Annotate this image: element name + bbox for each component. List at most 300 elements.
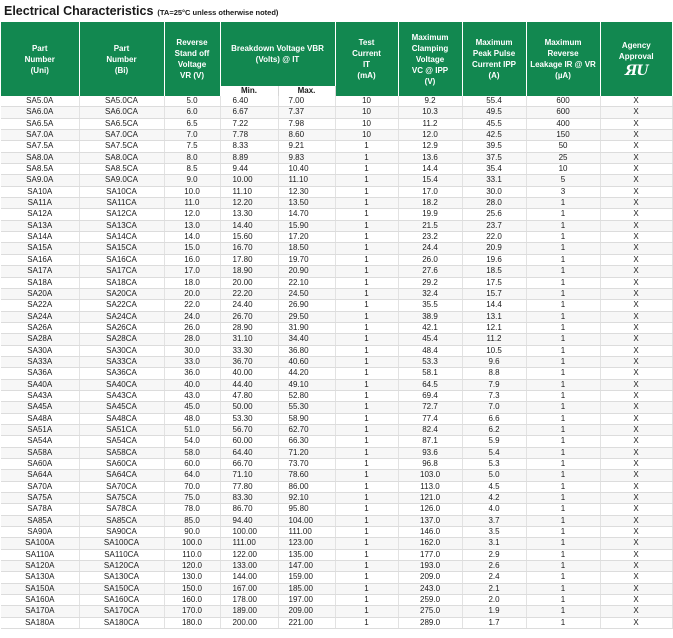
cell-standoff-voltage: 78.0	[164, 504, 220, 515]
cell-part-uni: SA85A	[1, 515, 79, 526]
cell-peak-pulse-current: 4.2	[462, 493, 526, 504]
cell-reverse-leakage: 1	[526, 447, 600, 458]
cell-vbr-min: 6.67	[220, 107, 278, 118]
cell-clamping-voltage: 12.0	[398, 130, 462, 141]
cell-reverse-leakage: 1	[526, 345, 600, 356]
cell-vbr-max: 44.20	[278, 368, 335, 379]
cell-part-uni: SA110A	[1, 549, 79, 560]
cell-vbr-max: 40.60	[278, 356, 335, 367]
cell-part-bi: SA36CA	[79, 368, 164, 379]
cell-standoff-voltage: 17.0	[164, 266, 220, 277]
cell-part-uni: SA11A	[1, 198, 79, 209]
cell-reverse-leakage: 5	[526, 175, 600, 186]
cell-agency-approval: X	[600, 595, 672, 606]
cell-part-uni: SA120A	[1, 561, 79, 572]
cell-vbr-min: 40.00	[220, 368, 278, 379]
table-row	[1, 413, 672, 424]
cell-standoff-voltage: 10.0	[164, 186, 220, 197]
table-row	[1, 595, 672, 606]
cell-test-current: 1	[335, 527, 398, 538]
cell-vbr-min: 8.89	[220, 152, 278, 163]
cell-agency-approval: X	[600, 493, 672, 504]
table-row	[1, 232, 672, 243]
table-row	[1, 96, 672, 107]
table-row	[1, 254, 672, 265]
cell-part-uni: SA18A	[1, 277, 79, 288]
cell-standoff-voltage: 8.5	[164, 164, 220, 175]
cell-peak-pulse-current: 23.7	[462, 220, 526, 231]
table-row	[1, 368, 672, 379]
cell-vbr-max: 36.80	[278, 345, 335, 356]
cell-agency-approval: X	[600, 470, 672, 481]
cell-agency-approval: X	[600, 606, 672, 617]
table-row	[1, 583, 672, 594]
cell-vbr-max: 147.00	[278, 561, 335, 572]
cell-part-uni: SA51A	[1, 424, 79, 435]
cell-standoff-voltage: 12.0	[164, 209, 220, 220]
cell-vbr-max: 20.90	[278, 266, 335, 277]
cell-vbr-min: 200.00	[220, 617, 278, 628]
cell-vbr-min: 94.40	[220, 515, 278, 526]
cell-agency-approval: X	[600, 96, 672, 107]
cell-part-uni: SA14A	[1, 232, 79, 243]
cell-peak-pulse-current: 2.1	[462, 583, 526, 594]
cell-vbr-min: 22.20	[220, 288, 278, 299]
cell-clamping-voltage: 162.0	[398, 538, 462, 549]
cell-standoff-voltage: 28.0	[164, 334, 220, 345]
table-row	[1, 107, 672, 118]
cell-peak-pulse-current: 1.9	[462, 606, 526, 617]
cell-agency-approval: X	[600, 334, 672, 345]
cell-clamping-voltage: 113.0	[398, 481, 462, 492]
cell-standoff-voltage: 60.0	[164, 459, 220, 470]
table-row	[1, 175, 672, 186]
table-row	[1, 504, 672, 515]
cell-reverse-leakage: 1	[526, 288, 600, 299]
table-row	[1, 481, 672, 492]
cell-vbr-max: 71.20	[278, 447, 335, 458]
cell-vbr-max: 78.60	[278, 470, 335, 481]
cell-part-bi: SA180CA	[79, 617, 164, 628]
cell-test-current: 1	[335, 561, 398, 572]
cell-reverse-leakage: 50	[526, 141, 600, 152]
cell-clamping-voltage: 19.9	[398, 209, 462, 220]
cell-standoff-voltage: 6.0	[164, 107, 220, 118]
cell-vbr-min: 9.44	[220, 164, 278, 175]
cell-reverse-leakage: 1	[526, 390, 600, 401]
cell-standoff-voltage: 75.0	[164, 493, 220, 504]
cell-clamping-voltage: 11.2	[398, 118, 462, 129]
cell-test-current: 1	[335, 538, 398, 549]
cell-test-current: 1	[335, 334, 398, 345]
cell-vbr-min: 8.33	[220, 141, 278, 152]
table-row	[1, 152, 672, 163]
cell-reverse-leakage: 1	[526, 504, 600, 515]
cell-standoff-voltage: 26.0	[164, 322, 220, 333]
cell-vbr-min: 13.30	[220, 209, 278, 220]
cell-part-bi: SA60CA	[79, 459, 164, 470]
cell-vbr-min: 53.30	[220, 413, 278, 424]
cell-standoff-voltage: 13.0	[164, 220, 220, 231]
cell-clamping-voltage: 275.0	[398, 606, 462, 617]
cell-vbr-max: 86.00	[278, 481, 335, 492]
cell-test-current: 1	[335, 198, 398, 209]
cell-test-current: 1	[335, 606, 398, 617]
cell-standoff-voltage: 100.0	[164, 538, 220, 549]
cell-vbr-max: 31.90	[278, 322, 335, 333]
cell-vbr-min: 66.70	[220, 459, 278, 470]
cell-test-current: 1	[335, 493, 398, 504]
cell-agency-approval: X	[600, 345, 672, 356]
cell-reverse-leakage: 1	[526, 277, 600, 288]
cell-standoff-voltage: 43.0	[164, 390, 220, 401]
table-row	[1, 459, 672, 470]
cell-part-bi: SA120CA	[79, 561, 164, 572]
cell-reverse-leakage: 1	[526, 379, 600, 390]
cell-part-bi: SA18CA	[79, 277, 164, 288]
cell-reverse-leakage: 1	[526, 549, 600, 560]
cell-standoff-voltage: 130.0	[164, 572, 220, 583]
cell-vbr-min: 33.30	[220, 345, 278, 356]
cell-part-uni: SA150A	[1, 583, 79, 594]
cell-peak-pulse-current: 5.9	[462, 436, 526, 447]
cell-vbr-max: 12.30	[278, 186, 335, 197]
cell-vbr-max: 7.37	[278, 107, 335, 118]
cell-standoff-voltage: 24.0	[164, 311, 220, 322]
cell-clamping-voltage: 26.0	[398, 254, 462, 265]
cell-part-bi: SA8.0CA	[79, 152, 164, 163]
cell-vbr-max: 135.00	[278, 549, 335, 560]
table-row	[1, 300, 672, 311]
cell-vbr-min: 60.00	[220, 436, 278, 447]
cell-vbr-min: 36.70	[220, 356, 278, 367]
cell-reverse-leakage: 1	[526, 266, 600, 277]
cell-part-bi: SA85CA	[79, 515, 164, 526]
cell-reverse-leakage: 1	[526, 334, 600, 345]
cell-part-bi: SA14CA	[79, 232, 164, 243]
cell-agency-approval: X	[600, 322, 672, 333]
cell-part-bi: SA70CA	[79, 481, 164, 492]
cell-test-current: 1	[335, 595, 398, 606]
cell-part-bi: SA30CA	[79, 345, 164, 356]
cell-agency-approval: X	[600, 538, 672, 549]
cell-vbr-max: 95.80	[278, 504, 335, 515]
cell-part-uni: SA5.0A	[1, 96, 79, 107]
cell-vbr-max: 34.40	[278, 334, 335, 345]
cell-part-bi: SA12CA	[79, 209, 164, 220]
header-agency-approval: Agency Approval ЯU	[600, 22, 672, 96]
table-row	[1, 470, 672, 481]
cell-agency-approval: X	[600, 107, 672, 118]
cell-agency-approval: X	[600, 447, 672, 458]
header-test-current: Test Current IT (mA)	[335, 22, 398, 96]
cell-clamping-voltage: 82.4	[398, 424, 462, 435]
header-part-uni: Part Number (Uni)	[1, 22, 79, 96]
cell-clamping-voltage: 209.0	[398, 572, 462, 583]
cell-vbr-min: 178.00	[220, 595, 278, 606]
cell-vbr-min: 20.00	[220, 277, 278, 288]
table-row	[1, 379, 672, 390]
cell-peak-pulse-current: 5.4	[462, 447, 526, 458]
cell-peak-pulse-current: 12.1	[462, 322, 526, 333]
cell-agency-approval: X	[600, 436, 672, 447]
cell-standoff-voltage: 7.5	[164, 141, 220, 152]
cell-part-bi: SA15CA	[79, 243, 164, 254]
cell-peak-pulse-current: 4.0	[462, 504, 526, 515]
cell-vbr-max: 62.70	[278, 424, 335, 435]
cell-part-bi: SA7.5CA	[79, 141, 164, 152]
cell-clamping-voltage: 17.0	[398, 186, 462, 197]
header-vbr-min: Min.	[220, 86, 278, 96]
cell-clamping-voltage: 121.0	[398, 493, 462, 504]
cell-peak-pulse-current: 8.8	[462, 368, 526, 379]
table-row	[1, 561, 672, 572]
cell-vbr-max: 22.10	[278, 277, 335, 288]
cell-peak-pulse-current: 35.4	[462, 164, 526, 175]
cell-part-uni: SA78A	[1, 504, 79, 515]
cell-reverse-leakage: 600	[526, 96, 600, 107]
cell-standoff-voltage: 15.0	[164, 243, 220, 254]
cell-reverse-leakage: 1	[526, 243, 600, 254]
table-row	[1, 334, 672, 345]
cell-reverse-leakage: 1	[526, 402, 600, 413]
cell-vbr-max: 159.00	[278, 572, 335, 583]
cell-part-bi: SA26CA	[79, 322, 164, 333]
cell-peak-pulse-current: 3.5	[462, 527, 526, 538]
cell-part-bi: SA40CA	[79, 379, 164, 390]
cell-clamping-voltage: 35.5	[398, 300, 462, 311]
cell-reverse-leakage: 10	[526, 164, 600, 175]
cell-standoff-voltage: 30.0	[164, 345, 220, 356]
cell-agency-approval: X	[600, 311, 672, 322]
cell-agency-approval: X	[600, 561, 672, 572]
cell-vbr-min: 28.90	[220, 322, 278, 333]
cell-peak-pulse-current: 42.5	[462, 130, 526, 141]
cell-part-uni: SA26A	[1, 322, 79, 333]
cell-reverse-leakage: 1	[526, 424, 600, 435]
cell-part-uni: SA60A	[1, 459, 79, 470]
cell-clamping-voltage: 289.0	[398, 617, 462, 628]
cell-reverse-leakage: 1	[526, 413, 600, 424]
cell-part-uni: SA17A	[1, 266, 79, 277]
cell-vbr-max: 197.00	[278, 595, 335, 606]
cell-part-bi: SA45CA	[79, 402, 164, 413]
cell-agency-approval: X	[600, 504, 672, 515]
table-row	[1, 243, 672, 254]
table-row	[1, 164, 672, 175]
cell-peak-pulse-current: 2.9	[462, 549, 526, 560]
cell-vbr-min: 7.78	[220, 130, 278, 141]
cell-vbr-min: 86.70	[220, 504, 278, 515]
cell-reverse-leakage: 25	[526, 152, 600, 163]
cell-vbr-max: 17.20	[278, 232, 335, 243]
cell-standoff-voltage: 7.0	[164, 130, 220, 141]
cell-agency-approval: X	[600, 300, 672, 311]
cell-test-current: 1	[335, 368, 398, 379]
cell-peak-pulse-current: 55.4	[462, 96, 526, 107]
cell-vbr-max: 9.83	[278, 152, 335, 163]
cell-standoff-voltage: 110.0	[164, 549, 220, 560]
cell-reverse-leakage: 1	[526, 436, 600, 447]
cell-vbr-max: 7.98	[278, 118, 335, 129]
cell-vbr-min: 10.00	[220, 175, 278, 186]
cell-agency-approval: X	[600, 379, 672, 390]
cell-clamping-voltage: 24.4	[398, 243, 462, 254]
title-condition: (TA=25°C unless otherwise noted)	[157, 8, 279, 17]
cell-standoff-voltage: 85.0	[164, 515, 220, 526]
cell-clamping-voltage: 103.0	[398, 470, 462, 481]
cell-part-bi: SA51CA	[79, 424, 164, 435]
cell-agency-approval: X	[600, 288, 672, 299]
cell-part-bi: SA13CA	[79, 220, 164, 231]
cell-agency-approval: X	[600, 232, 672, 243]
header-part-bi: Part Number (Bi)	[79, 22, 164, 96]
table-row	[1, 220, 672, 231]
cell-agency-approval: X	[600, 254, 672, 265]
cell-clamping-voltage: 15.4	[398, 175, 462, 186]
page-title	[0, 0, 673, 22]
cell-vbr-max: 9.21	[278, 141, 335, 152]
cell-test-current: 1	[335, 447, 398, 458]
cell-agency-approval: X	[600, 175, 672, 186]
cell-reverse-leakage: 400	[526, 118, 600, 129]
cell-part-uni: SA70A	[1, 481, 79, 492]
cell-reverse-leakage: 1	[526, 198, 600, 209]
cell-vbr-max: 66.30	[278, 436, 335, 447]
cell-part-uni: SA90A	[1, 527, 79, 538]
cell-reverse-leakage: 600	[526, 107, 600, 118]
cell-peak-pulse-current: 28.0	[462, 198, 526, 209]
table-row	[1, 424, 672, 435]
cell-vbr-min: 47.80	[220, 390, 278, 401]
cell-vbr-min: 11.10	[220, 186, 278, 197]
cell-peak-pulse-current: 2.4	[462, 572, 526, 583]
cell-part-bi: SA7.0CA	[79, 130, 164, 141]
cell-vbr-max: 123.00	[278, 538, 335, 549]
cell-vbr-max: 26.90	[278, 300, 335, 311]
cell-standoff-voltage: 120.0	[164, 561, 220, 572]
cell-test-current: 1	[335, 345, 398, 356]
cell-part-bi: SA16CA	[79, 254, 164, 265]
cell-agency-approval: X	[600, 141, 672, 152]
cell-agency-approval: X	[600, 572, 672, 583]
cell-standoff-voltage: 45.0	[164, 402, 220, 413]
cell-part-bi: SA130CA	[79, 572, 164, 583]
cell-vbr-max: 185.00	[278, 583, 335, 594]
cell-standoff-voltage: 8.0	[164, 152, 220, 163]
cell-clamping-voltage: 23.2	[398, 232, 462, 243]
table-row	[1, 141, 672, 152]
cell-standoff-voltage: 40.0	[164, 379, 220, 390]
cell-peak-pulse-current: 14.4	[462, 300, 526, 311]
cell-reverse-leakage: 1	[526, 515, 600, 526]
cell-part-bi: SA20CA	[79, 288, 164, 299]
cell-peak-pulse-current: 6.2	[462, 424, 526, 435]
table-row	[1, 198, 672, 209]
cell-clamping-voltage: 42.1	[398, 322, 462, 333]
cell-clamping-voltage: 193.0	[398, 561, 462, 572]
cell-part-uni: SA100A	[1, 538, 79, 549]
cell-peak-pulse-current: 7.3	[462, 390, 526, 401]
cell-part-uni: SA54A	[1, 436, 79, 447]
cell-peak-pulse-current: 37.5	[462, 152, 526, 163]
cell-clamping-voltage: 32.4	[398, 288, 462, 299]
cell-vbr-max: 221.00	[278, 617, 335, 628]
cell-standoff-voltage: 36.0	[164, 368, 220, 379]
cell-agency-approval: X	[600, 209, 672, 220]
cell-reverse-leakage: 1	[526, 368, 600, 379]
cell-reverse-leakage: 1	[526, 572, 600, 583]
cell-part-uni: SA160A	[1, 595, 79, 606]
header-breakdown-voltage: Breakdown Voltage VBR (Volts) @ IT	[220, 22, 335, 86]
cell-vbr-max: 209.00	[278, 606, 335, 617]
cell-vbr-min: 111.00	[220, 538, 278, 549]
cell-test-current: 10	[335, 118, 398, 129]
table-row	[1, 538, 672, 549]
cell-vbr-min: 56.70	[220, 424, 278, 435]
cell-vbr-min: 64.40	[220, 447, 278, 458]
cell-clamping-voltage: 126.0	[398, 504, 462, 515]
cell-vbr-min: 44.40	[220, 379, 278, 390]
cell-vbr-min: 122.00	[220, 549, 278, 560]
cell-clamping-voltage: 77.4	[398, 413, 462, 424]
cell-agency-approval: X	[600, 424, 672, 435]
cell-vbr-min: 50.00	[220, 402, 278, 413]
cell-test-current: 1	[335, 413, 398, 424]
table-row	[1, 288, 672, 299]
cell-peak-pulse-current: 15.7	[462, 288, 526, 299]
cell-clamping-voltage: 48.4	[398, 345, 462, 356]
cell-peak-pulse-current: 2.6	[462, 561, 526, 572]
cell-part-bi: SA22CA	[79, 300, 164, 311]
cell-vbr-min: 16.70	[220, 243, 278, 254]
cell-standoff-voltage: 51.0	[164, 424, 220, 435]
cell-vbr-min: 77.80	[220, 481, 278, 492]
cell-vbr-max: 111.00	[278, 527, 335, 538]
cell-clamping-voltage: 21.5	[398, 220, 462, 231]
cell-part-uni: SA22A	[1, 300, 79, 311]
cell-reverse-leakage: 1	[526, 232, 600, 243]
cell-clamping-voltage: 27.6	[398, 266, 462, 277]
cell-vbr-min: 100.00	[220, 527, 278, 538]
cell-vbr-max: 24.50	[278, 288, 335, 299]
cell-test-current: 1	[335, 617, 398, 628]
cell-part-uni: SA33A	[1, 356, 79, 367]
cell-peak-pulse-current: 30.0	[462, 186, 526, 197]
cell-test-current: 1	[335, 232, 398, 243]
cell-reverse-leakage: 1	[526, 527, 600, 538]
cell-vbr-max: 104.00	[278, 515, 335, 526]
cell-reverse-leakage: 1	[526, 606, 600, 617]
cell-peak-pulse-current: 11.2	[462, 334, 526, 345]
cell-test-current: 1	[335, 288, 398, 299]
cell-part-bi: SA150CA	[79, 583, 164, 594]
cell-test-current: 1	[335, 175, 398, 186]
cell-agency-approval: X	[600, 118, 672, 129]
cell-agency-approval: X	[600, 164, 672, 175]
cell-test-current: 1	[335, 572, 398, 583]
cell-standoff-voltage: 48.0	[164, 413, 220, 424]
cell-part-uni: SA40A	[1, 379, 79, 390]
cell-vbr-min: 24.40	[220, 300, 278, 311]
header-clamping-voltage: Maximum Clamping Voltage VC @ IPP (V)	[398, 22, 462, 96]
cell-agency-approval: X	[600, 130, 672, 141]
cell-vbr-max: 92.10	[278, 493, 335, 504]
cell-vbr-min: 26.70	[220, 311, 278, 322]
cell-part-bi: SA64CA	[79, 470, 164, 481]
cell-vbr-max: 49.10	[278, 379, 335, 390]
table-row	[1, 493, 672, 504]
